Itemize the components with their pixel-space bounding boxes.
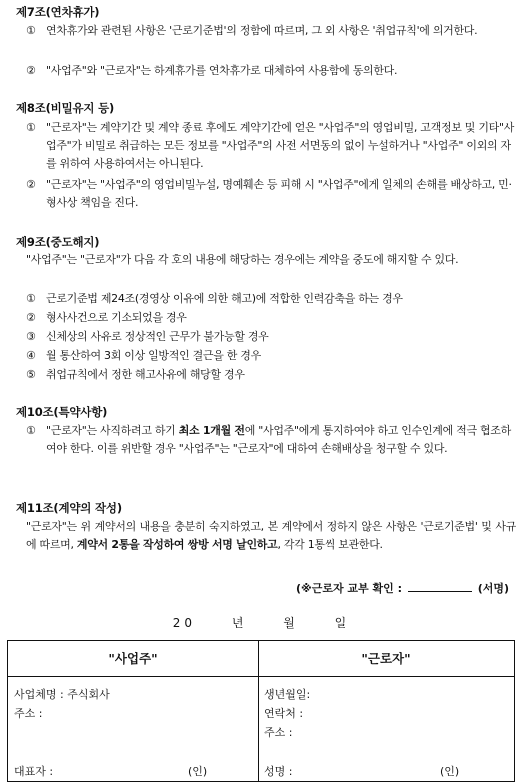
- item-number: ①: [26, 24, 36, 37]
- delivery-confirmation: [296, 580, 509, 596]
- item-text: "근로자"는 계약기간 및 계약 종료 후에도 계약기간에 얻은 "사업주"의 영업비밀, 고객정보 및 기타"사업주"가 비밀로 취급하는 모든 정보를 "사업주"의 사전 서면동의 없이 누설하거나 "사업주" 이외의 자를 위하여 사용하여서는 아니된다.: [46, 121, 515, 170]
- employer-address-field[interactable]: 주소 :: [14, 707, 43, 720]
- contact-field[interactable]: 연락처 :: [264, 707, 304, 720]
- article-9-item-2: [26, 309, 516, 327]
- article-9-intro: "사업주"는 "근로자"가 다음 각 호의 내용에 해당하는 경우에는 계약을 중도에 해지할 수 있다.: [26, 253, 459, 266]
- article-7-item-2: [26, 62, 516, 80]
- item-text: [46, 422, 516, 458]
- article-7-title: 제7조(연차휴가): [16, 5, 100, 19]
- article-10-item-1: [26, 422, 516, 458]
- employer-seal: (인): [188, 765, 208, 778]
- item-number: ①: [26, 292, 36, 305]
- item-text: 근로기준법 제24조(경영상 이유에 의한 해고)에 적합한 인력감축을 하는 경우: [46, 292, 403, 305]
- item-text: 취업규칙에서 정한 해고사유에 해당할 경우: [46, 368, 245, 381]
- column-divider: [258, 641, 259, 781]
- item-number: ②: [26, 178, 36, 191]
- item-text-start: "근로자"는 사직하려고 하기: [46, 424, 179, 437]
- article-11-title: 제11조(계약의 작성): [16, 501, 122, 515]
- item-number: ③: [26, 330, 36, 343]
- article-7-item-1: [26, 22, 516, 40]
- employee-header: "근로자": [258, 641, 514, 677]
- item-text: 신체상의 사유로 정상적인 근무가 불가능할 경우: [46, 330, 269, 343]
- item-number: ②: [26, 64, 36, 77]
- confirmation-suffix: (서명): [477, 582, 509, 595]
- item-text: 형사사건으로 기소되었을 경우: [46, 311, 187, 324]
- para-text-start: "근로자"는 위 계약서의 내용을 충분히 숙지하였고, 본 계약에서 정하지 않은 사항은 '근로기준법' 및 사규에 따르며,: [26, 520, 516, 551]
- signature-blank[interactable]: [408, 591, 472, 592]
- item-number: ①: [26, 424, 36, 437]
- article-10-title: 제10조(특약사항): [16, 405, 108, 419]
- para-text-end: , 각각 1통씩 보관한다.: [277, 538, 383, 551]
- copies-emphasis: 계약서 2통을 작성하여 쌍방 서명 날인하고: [76, 538, 278, 551]
- article-9-item-5: [26, 366, 516, 384]
- article-8-item-2: [26, 176, 516, 212]
- item-text-end: 에 "사업주"에게 통지하여야 하고 인수인계에 적극 협조하여야 한다. 이를 위반할 경우 "사업주"는 "근로자"에 대하여 손해배상을 청구할 수 있다.: [46, 424, 511, 455]
- article-8-item-1: [26, 119, 516, 173]
- item-number: ④: [26, 349, 36, 362]
- employee-seal: (인): [440, 765, 460, 778]
- article-9-title: 제9조(중도해지): [16, 235, 100, 249]
- item-number: ⑤: [26, 368, 36, 381]
- contract-date: [0, 614, 523, 631]
- date-day: 일: [334, 616, 351, 630]
- item-number: ①: [26, 121, 36, 134]
- date-prefix: 20: [172, 616, 196, 630]
- employee-address-field[interactable]: 주소 :: [264, 726, 293, 739]
- item-text: 월 통산하여 3회 이상 일방적인 결근을 한 경우: [46, 349, 261, 362]
- employee-name-field[interactable]: 성명 :: [264, 765, 293, 778]
- company-name-field[interactable]: 사업체명 : 주식회사: [14, 688, 110, 701]
- article-8-title: 제8조(비밀유지 등): [16, 101, 115, 115]
- signature-table: [7, 640, 515, 782]
- item-text: "근로자"는 "사업주"의 영업비밀누설, 명예훼손 등 피해 시 "사업주"에게 일체의 손해를 배상하고, 민·형사상 책임을 진다.: [46, 178, 512, 209]
- birth-date-field[interactable]: 생년월일:: [264, 688, 311, 701]
- date-month: 월: [283, 616, 299, 630]
- article-9-item-1: [26, 290, 516, 308]
- representative-field[interactable]: 대표자 :: [14, 765, 54, 778]
- notice-period-emphasis: 최소 1개월 전: [178, 424, 245, 437]
- confirmation-label: (※근로자 교부 확인 :: [296, 582, 402, 595]
- article-9-item-3: [26, 328, 516, 346]
- item-number: ②: [26, 311, 36, 324]
- article-9-item-4: [26, 347, 516, 365]
- item-text: 연차휴가와 관련된 사항은 '근로기준법'의 정함에 따르며, 그 외 사항은 '취업규칙'에 의거한다.: [46, 24, 478, 37]
- item-text: "사업주"와 "근로자"는 하계휴가를 연차휴가로 대체하여 사용함에 동의한다.: [46, 64, 398, 77]
- article-11-text: [26, 518, 516, 554]
- employer-header: "사업주": [8, 641, 258, 677]
- date-year: 년: [231, 616, 248, 630]
